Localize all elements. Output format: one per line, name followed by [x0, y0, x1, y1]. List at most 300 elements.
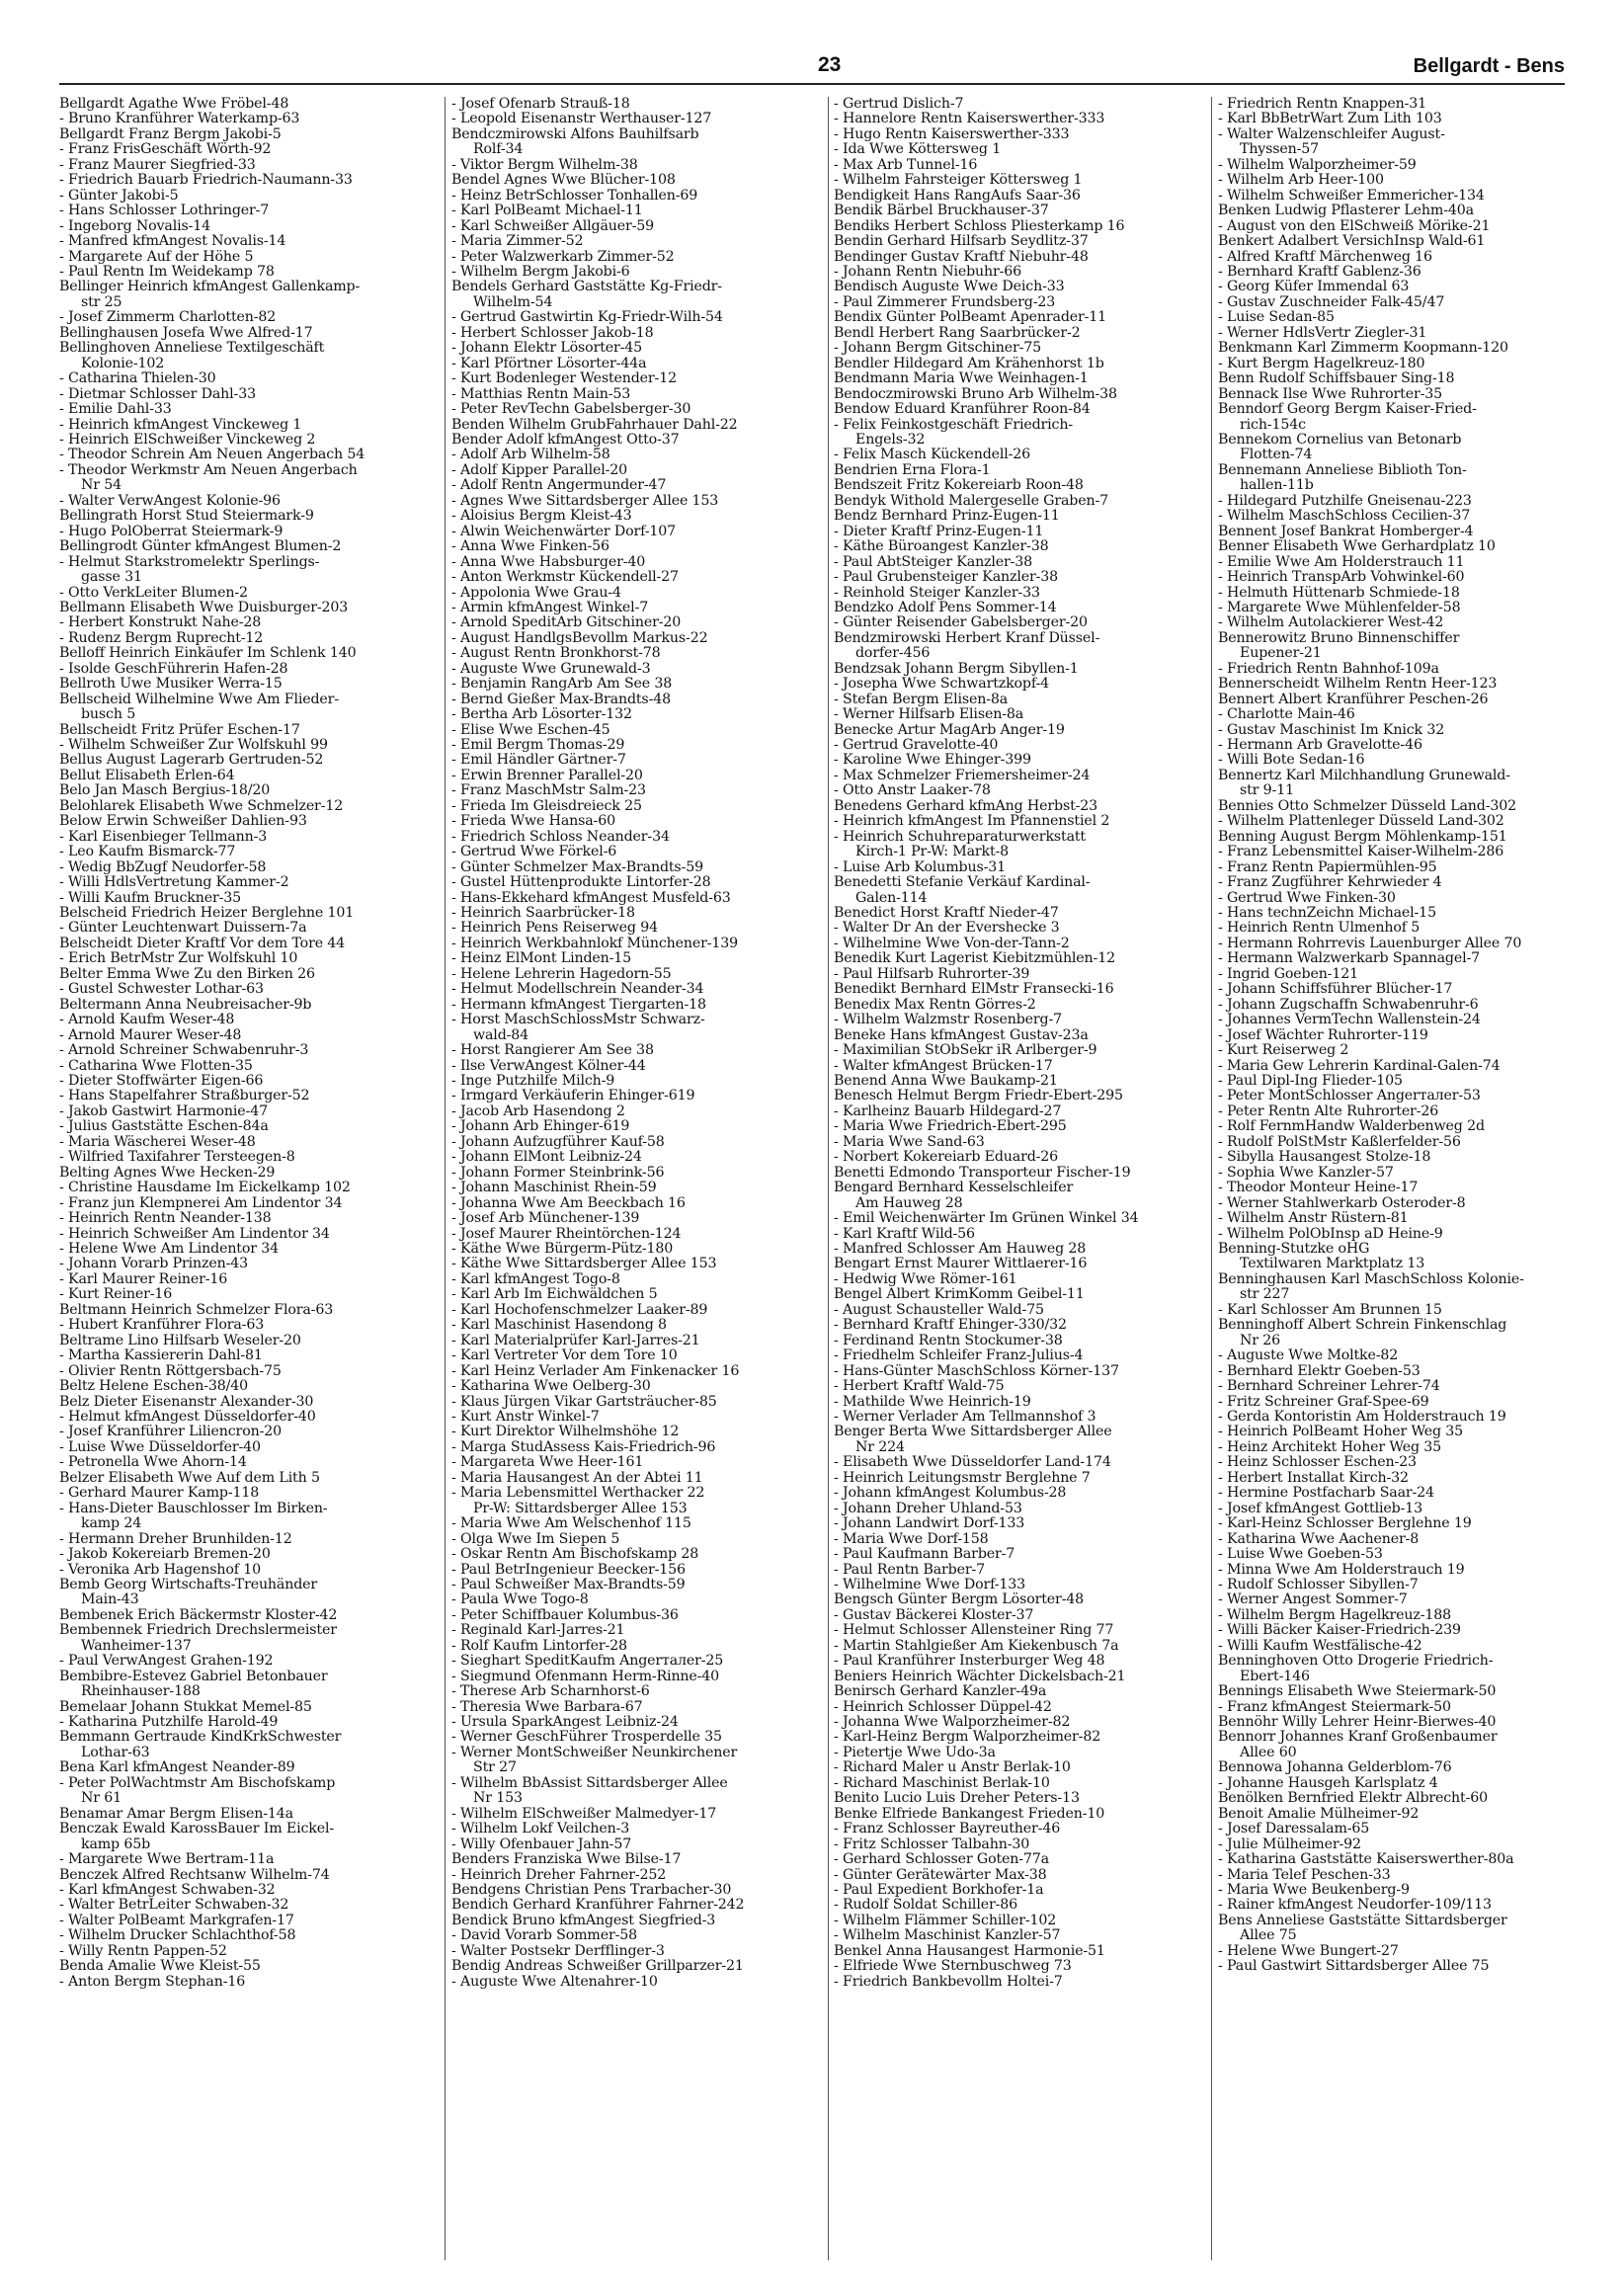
directory-entry: - Felix Masch Kückendell-26 — [834, 447, 1031, 463]
directory-entry: - Paul Zimmerer Frundsberg-23 — [834, 293, 1056, 310]
directory-entry: Bengard Bernhard Kesselschleifer — [834, 1180, 1074, 1196]
directory-entry: - Heinrich ElSchweißer Vinckeweg 2 — [59, 431, 316, 448]
directory-entry: Benölken Bernfried Elektr Albrecht-60 — [1218, 1790, 1488, 1807]
directory-entry: - Karl Schlosser Am Brunnen 15 — [1218, 1301, 1442, 1318]
directory-entry: - Günter Schmelzer Max-Brandts-59 — [451, 858, 703, 875]
directory-entry: Beltrame Lino Hilfsarb Weseler-20 — [59, 1332, 301, 1348]
entry-continuation: str 9-11 — [1240, 782, 1294, 799]
directory-entry: - Manfred kfmAngest Novalis-14 — [59, 233, 286, 250]
directory-entry: - Frieda Im Gleisdreieck 25 — [451, 797, 642, 814]
directory-entry: - Peter PolWachtmstr Am Bischofskamp — [59, 1774, 336, 1791]
directory-entry: Bendin Gerhard Hilfsarb Seydlitz-37 — [834, 233, 1089, 250]
directory-entry: - Viktor Bergm Wilhelm-38 — [451, 156, 638, 173]
directory-entry: - Gertrud Gravelotte-40 — [834, 737, 999, 754]
directory-entry: Benkel Anna Hausangest Harmonie-51 — [834, 1942, 1105, 1959]
entry-continuation: dorfer-456 — [855, 645, 931, 662]
directory-entry: Beltermann Anna Neubreisacher-9b — [59, 996, 312, 1013]
entry-continuation: Flotten-74 — [1240, 447, 1313, 463]
directory-entry: - Hedwig Wwe Römer-161 — [834, 1270, 1017, 1287]
directory-entry: Bemmann Gertraude KindKrkSchwester — [59, 1729, 342, 1746]
directory-entry: - Wilhelm Schweißer Emmericher-134 — [1218, 187, 1485, 204]
directory-entry: - Heinrich Dreher Fahrner-252 — [451, 1866, 667, 1883]
directory-entry: - Luise Arb Kolumbus-31 — [834, 858, 1006, 875]
directory-entry: - Katharina Wwe Aachener-8 — [1218, 1530, 1420, 1547]
directory-entry: Bendszeit Fritz Kokereiarb Roon-48 — [834, 477, 1084, 494]
directory-entry: Benninghausen Karl MaschSchloss Kolonie- — [1218, 1270, 1524, 1287]
entry-continuation: Rolf-34 — [473, 141, 524, 158]
directory-entry: Bellingrath Horst Stud Steiermark-9 — [59, 508, 314, 525]
directory-entry: Benkert Adalbert VersichInsp Wald-61 — [1218, 233, 1486, 250]
directory-entry: Bendix Günter PolBeamt Apenrader-11 — [834, 309, 1107, 326]
directory-entry: - Herbert Kraftf Wald-75 — [834, 1378, 1005, 1395]
directory-entry: - Bernhard Kraftf Ehinger-330/32 — [834, 1317, 1067, 1334]
directory-entry: - Leo Kaufm Bismarck-77 — [59, 844, 236, 860]
entry-continuation: Rheinhauser-188 — [81, 1683, 201, 1700]
directory-entry: - Felix Feinkostgeschäft Friedrich- — [834, 416, 1073, 433]
directory-entry: - Helmut Modellschrein Neander-34 — [451, 981, 704, 998]
directory-entry: - Franz jun Klempnerei Am Lindentor 34 — [59, 1194, 343, 1211]
directory-entry: Benedix Max Rentn Görres-2 — [834, 996, 1036, 1013]
directory-entry: - Johann Vorarb Prinzen-43 — [59, 1256, 248, 1272]
directory-entry: - Karl Materialprüfer Karl-Jarres-21 — [451, 1332, 700, 1348]
directory-entry: - Heinrich Saarbrücker-18 — [451, 905, 635, 922]
directory-entry: - Bernhard Elektr Goeben-53 — [1218, 1362, 1421, 1379]
directory-entry: - Peter Schiffbauer Kolumbus-36 — [451, 1606, 679, 1623]
directory-entry: - Georg Küfer Immendal 63 — [1218, 279, 1410, 295]
directory-entry: - Theodor Schrein Am Neuen Angerbach 54 — [59, 447, 365, 463]
directory-entry: - Klaus Jürgen Vikar Gartsträucher-85 — [451, 1393, 717, 1410]
directory-entry: Bender Adolf kfmAngest Otto-37 — [451, 431, 680, 448]
directory-entry: Belscheidt Dieter Kraftf Vor dem Tore 44 — [59, 935, 346, 951]
directory-entry: - Anton Bergm Stephan-16 — [59, 1973, 246, 1990]
entry-continuation: Wilhelm-54 — [473, 293, 553, 310]
entry-continuation: Nr 153 — [473, 1790, 523, 1807]
directory-entry: Benedict Horst Kraftf Nieder-47 — [834, 905, 1059, 922]
directory-entry: Bemelaar Johann Stukkat Memel-85 — [59, 1698, 312, 1715]
directory-entry: - Josef Zimmerm Charlotten-82 — [59, 309, 277, 326]
entry-continuation: kamp 24 — [81, 1515, 142, 1532]
directory-entry: - Agnes Wwe Sittardsberger Allee 153 — [451, 492, 719, 509]
directory-entry: - Otto Anstr Laaker-78 — [834, 782, 991, 799]
directory-entry: - Theodor Monteur Heine-17 — [1218, 1180, 1419, 1196]
directory-entry: Belscheid Friedrich Heizer Berglehne 101 — [59, 905, 355, 922]
directory-entry: - Willi Bote Sedan-16 — [1218, 752, 1365, 769]
directory-entry: Benesch Helmut Bergm Friedr-Ebert-295 — [834, 1088, 1123, 1104]
entry-continuation: Str 27 — [473, 1759, 517, 1776]
directory-entry: Bellingrodt Günter kfmAngest Blumen-2 — [59, 538, 342, 555]
directory-entry: - Rudenz Bergm Ruprecht-12 — [59, 629, 264, 646]
directory-entry: - Maximilian StObSekr iR Arlberger-9 — [834, 1042, 1097, 1059]
directory-entry: - Franz FrisGeschäft Wörth-92 — [59, 141, 272, 158]
column-4 — [1218, 97, 1570, 1975]
directory-entry: Benden Wilhelm GrubFahrhauer Dahl-22 — [451, 416, 738, 433]
directory-entry: - Paul Rentn Im Weidekamp 78 — [59, 263, 275, 280]
directory-entry: Bellmann Elisabeth Wwe Duisburger-203 — [59, 599, 349, 615]
directory-entry: - Karl Heinz Verlader Am Finkenacker 16 — [451, 1362, 740, 1379]
directory-entry: - Charlotte Main-46 — [1218, 706, 1355, 723]
directory-entry: Bembenek Erich Bäckermstr Kloster-42 — [59, 1606, 338, 1623]
directory-entry: Benninghoven Otto Drogerie Friedrich- — [1218, 1653, 1494, 1670]
directory-entry: - Maria Wwe Friedrich-Ebert-295 — [834, 1118, 1067, 1135]
directory-entry: - Ingeborg Novalis-14 — [59, 217, 211, 234]
directory-entry: Benend Anna Wwe Baukamp-21 — [834, 1073, 1058, 1089]
directory-entry: - Oskar Rentn Am Bischofskamp 28 — [451, 1546, 699, 1563]
directory-entry: - Wilhelmine Wwe Von-der-Tann-2 — [834, 935, 1070, 951]
directory-entry: - Heinrich Schuhreparaturwerkstatt — [834, 828, 1086, 845]
directory-entry: - Franz Schlosser Bayreuther-46 — [834, 1821, 1061, 1837]
entry-continuation: Kirch-1 Pr-W: Markt-8 — [855, 844, 1010, 860]
directory-entry: - Gerda Kontoristin Am Holderstrauch 19 — [1218, 1408, 1506, 1425]
directory-entry: - Johann Zugschaffn Schwabenruhr-6 — [1218, 996, 1479, 1013]
directory-entry: - Franz MaschMstr Salm-23 — [451, 782, 646, 799]
directory-entry: - Friedrich Bankbevollm Holtei-7 — [834, 1973, 1063, 1990]
directory-entry: - Katharina Wwe Oelberg-30 — [451, 1378, 651, 1395]
directory-entry: Benn Rudolf Schiffsbauer Sing-18 — [1218, 370, 1455, 387]
directory-entry: - Ida Wwe Köttersweg 1 — [834, 141, 1002, 158]
directory-entry: - Wilhelm Flämmer Schiller-102 — [834, 1912, 1057, 1928]
directory-entry: - Hermann Rohrrevis Lauenburger Allee 70 — [1218, 935, 1522, 951]
directory-entry: Benedetti Stefanie Verkäuf Kardinal- — [834, 874, 1091, 891]
directory-entry: - Käthe Büroangest Kanzler-38 — [834, 538, 1049, 555]
directory-entry: - Heinrich Schlosser Düppel-42 — [834, 1698, 1052, 1715]
directory-entry: Belz Dieter Eisenanstr Alexander-30 — [59, 1393, 314, 1410]
directory-entry: - Wilhelm Drucker Schlachthof-58 — [59, 1927, 296, 1944]
column-1 — [59, 97, 429, 1990]
directory-entry: - Wilhelm ElSchweißer Malmedyer-17 — [451, 1805, 717, 1822]
directory-entry: - Jacob Arb Hasendong 2 — [451, 1102, 625, 1119]
directory-entry: - Wilhelm PolObInsp aD Heine-9 — [1218, 1225, 1443, 1242]
directory-entry: Bendels Gerhard Gaststätte Kg-Friedr- — [451, 279, 722, 295]
directory-entry: - Hubert Kranführer Flora-63 — [59, 1317, 265, 1334]
directory-entry: - Stefan Bergm Elisen-8a — [834, 691, 1009, 707]
entry-continuation: Pr-W: Sittardsberger Allee 153 — [473, 1500, 688, 1516]
directory-entry: - Luise Wwe Goeben-53 — [1218, 1546, 1383, 1563]
directory-entry: - Hans-Ekkehard kfmAngest Musfeld-63 — [451, 889, 731, 906]
directory-entry: - Maria Wwe Beukenberg-9 — [1218, 1882, 1410, 1899]
directory-entry: - Karl Schweißer Allgäuer-59 — [451, 217, 655, 234]
directory-entry: Benirsch Gerhard Kanzler-49a — [834, 1683, 1047, 1700]
directory-entry: - Manfred Schlosser Am Hauweg 28 — [834, 1240, 1087, 1257]
directory-entry: - Leopold Eisenanstr Werthauser-127 — [451, 111, 712, 127]
directory-entry: - Peter RevTechn Gabelsberger-30 — [451, 401, 691, 418]
directory-entry: - Willi Kaufm Westfälische-42 — [1218, 1637, 1422, 1654]
directory-entry: Bengart Ernst Maurer Wittlaerer-16 — [834, 1256, 1088, 1272]
directory-entry: - Paul Schweißer Max-Brandts-59 — [451, 1576, 686, 1592]
directory-entry: - Walter BetrLeiter Schwaben-32 — [59, 1897, 289, 1914]
directory-entry: - Willi Bäcker Kaiser-Friedrich-239 — [1218, 1622, 1461, 1639]
directory-entry: - Johann Former Steinbrink-56 — [451, 1164, 665, 1181]
directory-entry: Below Erwin Schweißer Dahlien-93 — [59, 813, 307, 830]
directory-entry: Benito Lucio Luis Dreher Peters-13 — [834, 1790, 1080, 1807]
entry-continuation: Nr 224 — [855, 1438, 905, 1455]
directory-entry: - Therese Arb Scharnhorst-6 — [451, 1683, 650, 1700]
directory-entry: - Arnold Kaufm Weser-48 — [59, 1012, 235, 1028]
directory-entry: - Helmuth Hüttenarb Schmiede-18 — [1218, 584, 1460, 601]
directory-entry: - Hugo PolOberrat Steiermark-9 — [59, 523, 284, 539]
directory-entry: - Dietmar Schlosser Dahl-33 — [59, 385, 256, 402]
directory-entry: Bennorr Johannes Kranf Großenbaumer — [1218, 1729, 1498, 1746]
directory-entry: Benndorf Georg Bergm Kaiser-Fried- — [1218, 401, 1477, 418]
directory-entry: - August Schausteller Wald-75 — [834, 1301, 1044, 1318]
directory-entry: - Johanne Hausgeh Karlsplatz 4 — [1218, 1774, 1438, 1791]
directory-entry: Benda Amalie Wwe Kleist-55 — [59, 1958, 261, 1975]
directory-entry: - Adolf Rentn Angermunder-47 — [451, 477, 667, 494]
directory-entry: - Johann Aufzugführer Kauf-58 — [451, 1133, 665, 1150]
directory-entry: - Rolf FernmHandw Walderbenweg 2d — [1218, 1118, 1485, 1135]
directory-entry: - Aloisius Bergm Kleist-43 — [451, 508, 632, 525]
directory-entry: - Luise Sedan-85 — [1218, 309, 1335, 326]
directory-entry: - Wilhelm Walzmstr Rosenberg-7 — [834, 1012, 1062, 1028]
directory-entry: - Kurt Bergm Hagelkreuz-180 — [1218, 355, 1425, 371]
directory-entry: - Heinrich Rentn Neander-138 — [59, 1210, 272, 1227]
directory-entry: - Karl Hochofenschmelzer Laaker-89 — [451, 1301, 708, 1318]
directory-entry: Benecke Artur MagArb Anger-19 — [834, 721, 1065, 738]
column-divider — [828, 97, 829, 2260]
directory-entry: - Friedrich Rentn Bahnhof-109a — [1218, 660, 1439, 677]
directory-entry: - Johanna Wwe Walporzheimer-82 — [834, 1714, 1071, 1731]
directory-entry: Bellscheid Wilhelmine Wwe Am Flieder- — [59, 691, 339, 707]
directory-entry: - Helmut Starkstromelektr Sperlings- — [59, 553, 320, 570]
directory-entry: - Arnold Maurer Weser-48 — [59, 1026, 242, 1043]
directory-entry: - Ferdinand Rentn Stockumer-38 — [834, 1332, 1063, 1348]
running-head: Bellgardt - Bens — [1413, 55, 1565, 77]
directory-entry: - Paul Grubensteiger Kanzler-38 — [834, 569, 1058, 586]
directory-entry: - Heinz Schlosser Eschen-23 — [1218, 1454, 1417, 1471]
directory-entry: - Anna Wwe Habsburger-40 — [451, 553, 646, 570]
directory-entry: - Adolf Kipper Parallel-20 — [451, 461, 628, 478]
directory-entry: - Johann kfmAngest Kolumbus-28 — [834, 1485, 1067, 1502]
entry-continuation: Main-43 — [81, 1592, 139, 1608]
directory-entry: Benken Ludwig Pflasterer Lehm-40a — [1218, 203, 1474, 219]
entry-continuation: Wanheimer-137 — [81, 1637, 192, 1654]
entry-continuation: kamp 65b — [81, 1836, 151, 1852]
directory-entry: Bendik Bärbel Bruckhauser-37 — [834, 203, 1049, 219]
directory-entry: - Maria Lebensmittel Werthacker 22 — [451, 1485, 705, 1502]
directory-entry: - Irmgard Verkäuferin Ehinger-619 — [451, 1088, 695, 1104]
directory-entry: Bemb Georg Wirtschafts-Treuhänder — [59, 1576, 318, 1592]
directory-entry: - Kurt Anstr Winkel-7 — [451, 1408, 600, 1425]
directory-entry: - Paula Wwe Togo-8 — [451, 1592, 589, 1608]
directory-entry: - Richard Maler u Anstr Berlak-10 — [834, 1759, 1071, 1776]
directory-entry: - Jakob Kokereiarb Bremen-20 — [59, 1546, 271, 1563]
directory-entry: - Werner HdlsVertr Ziegler-31 — [1218, 324, 1427, 341]
directory-entry: Benczek Alfred Rechtsanw Wilhelm-74 — [59, 1866, 330, 1883]
directory-entry: Benger Berta Wwe Sittardsberger Allee — [834, 1424, 1112, 1440]
entry-continuation: Eupener-21 — [1240, 645, 1322, 662]
directory-entry: - Arnold Schreiner Schwabenruhr-3 — [59, 1042, 309, 1059]
directory-entry: - Heinz Architekt Hoher Weg 35 — [1218, 1438, 1441, 1455]
directory-entry: - Julie Mülheimer-92 — [1218, 1836, 1361, 1852]
directory-entry: - August HandlgsBevollm Markus-22 — [451, 629, 708, 646]
directory-entry: - Sieghart SpeditKaufm Angerталer-25 — [451, 1653, 724, 1670]
directory-entry: - Käthe Wwe Bürgerm-Pütz-180 — [451, 1240, 674, 1257]
directory-entry: - Werner Verlader Am Tellmannshof 3 — [834, 1408, 1096, 1425]
directory-entry: - Luise Wwe Düsseldorfer-40 — [59, 1438, 261, 1455]
directory-entry: Bendmann Maria Wwe Weinhagen-1 — [834, 370, 1089, 387]
directory-entry: - Mathilde Wwe Heinrich-19 — [834, 1393, 1031, 1410]
directory-entry: Bendow Eduard Kranführer Roon-84 — [834, 401, 1091, 418]
directory-entry: - Paul Expedient Borkhofer-1a — [834, 1882, 1044, 1899]
directory-entry: - Werner Hilfsarb Elisen-8a — [834, 706, 1024, 723]
directory-entry: - Gustel Schwester Lothar-63 — [59, 981, 264, 998]
directory-entry: - Walter Dr An der Evershecke 3 — [834, 920, 1060, 937]
directory-entry: - Wilhelm Walporzheimer-59 — [1218, 156, 1417, 173]
directory-entry: - Günter Leuchtenwart Duissern-7a — [59, 920, 307, 937]
directory-entry: - Josef Kranführer Liliencron-20 — [59, 1424, 282, 1440]
directory-entry: - Fritz Schreiner Graf-Spee-69 — [1218, 1393, 1429, 1410]
entry-continuation: Thyssen-57 — [1240, 141, 1320, 158]
directory-entry: Benczak Ewald KarossBauer Im Eickel- — [59, 1821, 335, 1837]
directory-entry: - Josef Daressalam-65 — [1218, 1821, 1370, 1837]
directory-entry: - Erwin Brenner Parallel-20 — [451, 767, 643, 783]
directory-entry: Bendgens Christian Pens Trarbacher-30 — [451, 1882, 732, 1899]
directory-entry: - Willi HdlsVertretung Kammer-2 — [59, 874, 289, 891]
directory-entry: - Karlheinz Bauarb Hildegard-27 — [834, 1102, 1062, 1119]
directory-entry: - Johann Schiffsführer Blücher-17 — [1218, 981, 1453, 998]
entry-continuation: wald-84 — [473, 1026, 529, 1043]
directory-entry: - Willy Rentn Pappen-52 — [59, 1942, 227, 1959]
directory-entry: - Fritz Schlosser Talbahn-30 — [834, 1836, 1030, 1852]
directory-entry: Bens Anneliese Gaststätte Sittardsberger — [1218, 1912, 1507, 1928]
header-rule — [59, 83, 1565, 85]
directory-entry: - Heinrich Werkbahnlokf Münchener-139 — [451, 935, 739, 951]
directory-entry: - Christine Hausdame Im Eickelkamp 102 — [59, 1180, 351, 1196]
directory-entry: - Appolonia Wwe Grau-4 — [451, 584, 621, 601]
directory-entry: Bembibre-Estevez Gabriel Betonbauer — [59, 1668, 328, 1684]
directory-entry: - Horst MaschSchlossMstr Schwarz- — [451, 1012, 705, 1028]
directory-entry: - Wilhelm Fahrsteiger Köttersweg 1 — [834, 172, 1083, 189]
directory-entry: - Sophia Wwe Kanzler-57 — [1218, 1164, 1394, 1181]
column-divider — [445, 97, 446, 2260]
directory-entry: - Josef Ofenarb Strauß-18 — [451, 97, 630, 112]
entry-continuation: str 25 — [81, 293, 122, 310]
entry-continuation: Engels-32 — [855, 431, 926, 448]
directory-entry: - Otto VerkLeiter Blumen-2 — [59, 584, 248, 601]
directory-entry: Belting Agnes Wwe Hecken-29 — [59, 1164, 276, 1181]
directory-entry: - Julius Gaststätte Eschen-84a — [59, 1118, 269, 1135]
directory-entry: Bennings Elisabeth Wwe Steiermark-50 — [1218, 1683, 1497, 1700]
directory-entry: - Heinrich kfmAngest Vinckeweg 1 — [59, 416, 302, 433]
directory-entry: - Walter Walzenschleifer August- — [1218, 125, 1445, 142]
directory-entry: - Horst Rangierer Am See 38 — [451, 1042, 654, 1059]
directory-entry: - Helmut kfmAngest Düsseldorfer-40 — [59, 1408, 316, 1425]
directory-entry: - Karl Pförtner Lösorter-44a — [451, 355, 647, 371]
directory-entry: - Johann Maschinist Rhein-59 — [451, 1180, 657, 1196]
directory-entry: - Erich BetrMstr Zur Wolfskuhl 10 — [59, 950, 298, 967]
directory-entry: - Richard Maschinist Berlak-10 — [834, 1774, 1050, 1791]
entry-continuation: Lothar-63 — [81, 1744, 150, 1760]
directory-entry: - Norbert Kokereiarb Eduard-26 — [834, 1149, 1059, 1166]
directory-entry: - Emil Weichenwärter Im Grünen Winkel 34 — [834, 1210, 1139, 1227]
directory-entry: - Ilse VerwAngest Kölner-44 — [451, 1057, 646, 1074]
entry-continuation: Kolonie-102 — [81, 355, 165, 371]
directory-entry: - Gertrud Dislich-7 — [834, 97, 964, 112]
directory-entry: - Gustel Hüttenprodukte Lintorfer-28 — [451, 874, 711, 891]
directory-entry: Belloff Heinrich Einkäufer Im Schlenk 140 — [59, 645, 357, 662]
directory-entry: - Hans-Dieter Bauschlosser Im Birken- — [59, 1500, 328, 1516]
entry-continuation: Textilwaren Marktplatz 13 — [1240, 1256, 1425, 1272]
directory-entry: Beltmann Heinrich Schmelzer Flora-63 — [59, 1301, 334, 1318]
directory-entry: Bendoczmirowski Bruno Arb Wilhelm-38 — [834, 385, 1117, 402]
directory-entry: - Walter Postsekr Derfflinger-3 — [451, 1942, 665, 1959]
directory-entry: - Willy Ofenbauer Jahn-57 — [451, 1836, 632, 1852]
directory-entry: - Marga StudAssess Kais-Friedrich-96 — [451, 1438, 716, 1455]
directory-entry: - Johann Dreher Uhland-53 — [834, 1500, 1022, 1516]
directory-entry: - David Vorarb Sommer-58 — [451, 1927, 637, 1944]
directory-entry: Benoit Amalie Mülheimer-92 — [1218, 1805, 1420, 1822]
directory-entry: - Franz Zugführer Kehrwieder 4 — [1218, 874, 1442, 891]
directory-entry: Bendiks Herbert Schloss Pliesterkamp 16 — [834, 217, 1125, 234]
directory-entry: - Margarete Auf der Höhe 5 — [59, 248, 254, 265]
directory-entry: - Reinhold Steiger Kanzler-33 — [834, 584, 1040, 601]
directory-entry: - Herbert Installat Kirch-32 — [1218, 1469, 1409, 1486]
directory-entry: - Wilhelm MaschSchloss Cecilien-37 — [1218, 508, 1471, 525]
directory-entry: - Werner GeschFührer Trosperdelle 35 — [451, 1729, 722, 1746]
directory-entry: - Emil Bergm Thomas-29 — [451, 737, 625, 754]
directory-entry: - Werner MontSchweißer Neunkirchener — [451, 1744, 738, 1760]
directory-entry: - Arnold SpeditArb Gitschiner-20 — [451, 614, 682, 631]
directory-entry: Benninghoff Albert Schrein Finkenschlag — [1218, 1317, 1507, 1334]
directory-entry: - Maria Wwe Am Welschenhof 115 — [451, 1515, 691, 1532]
directory-entry: Bendczmirowski Alfons Bauhilfsarb — [451, 125, 699, 142]
directory-entry: Benning August Bergm Möhlenkamp-151 — [1218, 828, 1507, 845]
column-2 — [451, 97, 821, 1990]
directory-entry: - Werner Angest Sommer-7 — [1218, 1592, 1408, 1608]
directory-entry: - Auguste Wwe Grunewald-3 — [451, 660, 651, 677]
directory-entry: Bendz Bernhard Prinz-Eugen-11 — [834, 508, 1060, 525]
directory-entry: - Peter Walzwerkarb Zimmer-52 — [451, 248, 675, 265]
directory-entry: - Emilie Dahl-33 — [59, 401, 172, 418]
directory-entry: - Kurt Bodenleger Westender-12 — [451, 370, 677, 387]
directory-entry: - Kurt Reiner-16 — [59, 1286, 173, 1303]
directory-entry: - Rolf Kaufm Lintorfer-28 — [451, 1637, 627, 1654]
entry-continuation: Nr 61 — [81, 1790, 122, 1807]
directory-entry: - Katharina Putzhilfe Harold-49 — [59, 1714, 279, 1731]
directory-entry: - Ursula SparkAngest Leibniz-24 — [451, 1714, 679, 1731]
directory-entry: Belo Jan Masch Bergius-18/20 — [59, 782, 271, 799]
directory-entry: - Hans Schlosser Lothringer-7 — [59, 203, 270, 219]
directory-entry: - Sibylla Hausangest Stolze-18 — [1218, 1149, 1431, 1166]
directory-entry: - Josef kfmAngest Gottlieb-13 — [1218, 1500, 1422, 1516]
directory-entry: - Olga Wwe Im Siepen 5 — [451, 1530, 620, 1547]
directory-entry: - Peter Rentn Alte Ruhrorter-26 — [1218, 1102, 1439, 1119]
directory-entry: Bellinghausen Josefa Wwe Alfred-17 — [59, 324, 313, 341]
directory-entry: - August Rentn Bronkhorst-78 — [451, 645, 661, 662]
directory-entry: - Heinrich Pens Reiserweg 94 — [451, 920, 658, 937]
directory-entry: - Elise Wwe Eschen-45 — [451, 721, 610, 738]
directory-entry: - Friedrich Bauarb Friedrich-Naumann-33 — [59, 172, 353, 189]
directory-entry: Benedikt Bernhard ElMstr Fransecki-16 — [834, 981, 1114, 998]
directory-entry: Bendick Bruno kfmAngest Siegfried-3 — [451, 1912, 716, 1928]
directory-entry: - Karl-Heinz Bergm Walporzheimer-82 — [834, 1729, 1101, 1746]
directory-entry: Bendinger Gustav Kraftf Niebuhr-48 — [834, 248, 1089, 265]
directory-entry: Belzer Elisabeth Wwe Auf dem Lith 5 — [59, 1469, 320, 1486]
directory-entry: Bendel Agnes Wwe Blücher-108 — [451, 172, 676, 189]
directory-entry: - Wilhelm Arb Heer-100 — [1218, 172, 1384, 189]
directory-entry: - Herbert Schlosser Jakob-18 — [451, 324, 654, 341]
directory-entry: - Paul VerwAngest Grahen-192 — [59, 1653, 274, 1670]
directory-entry: - Wilhelm Lokf Veilchen-3 — [451, 1821, 630, 1837]
directory-entry: - Friedrich Schloss Neander-34 — [451, 828, 670, 845]
directory-entry: - Franz Rentn Papiermühlen-95 — [1218, 858, 1437, 875]
directory-entry: Bellgardt Franz Bergm Jakobi-5 — [59, 125, 282, 142]
directory-entry: - Johann Elektr Lösorter-45 — [451, 340, 643, 357]
directory-entry: - Paul Gastwirt Sittardsberger Allee 75 — [1218, 1958, 1490, 1975]
directory-entry: - Hermann Arb Gravelotte-46 — [1218, 737, 1422, 754]
directory-entry: - Walter PolBeamt Markgrafen-17 — [59, 1912, 294, 1928]
directory-entry: - Hermine Postfacharb Saar-24 — [1218, 1485, 1434, 1502]
directory-entry: - Gertrud Gastwirtin Kg-Friedr-Wilh-54 — [451, 309, 723, 326]
